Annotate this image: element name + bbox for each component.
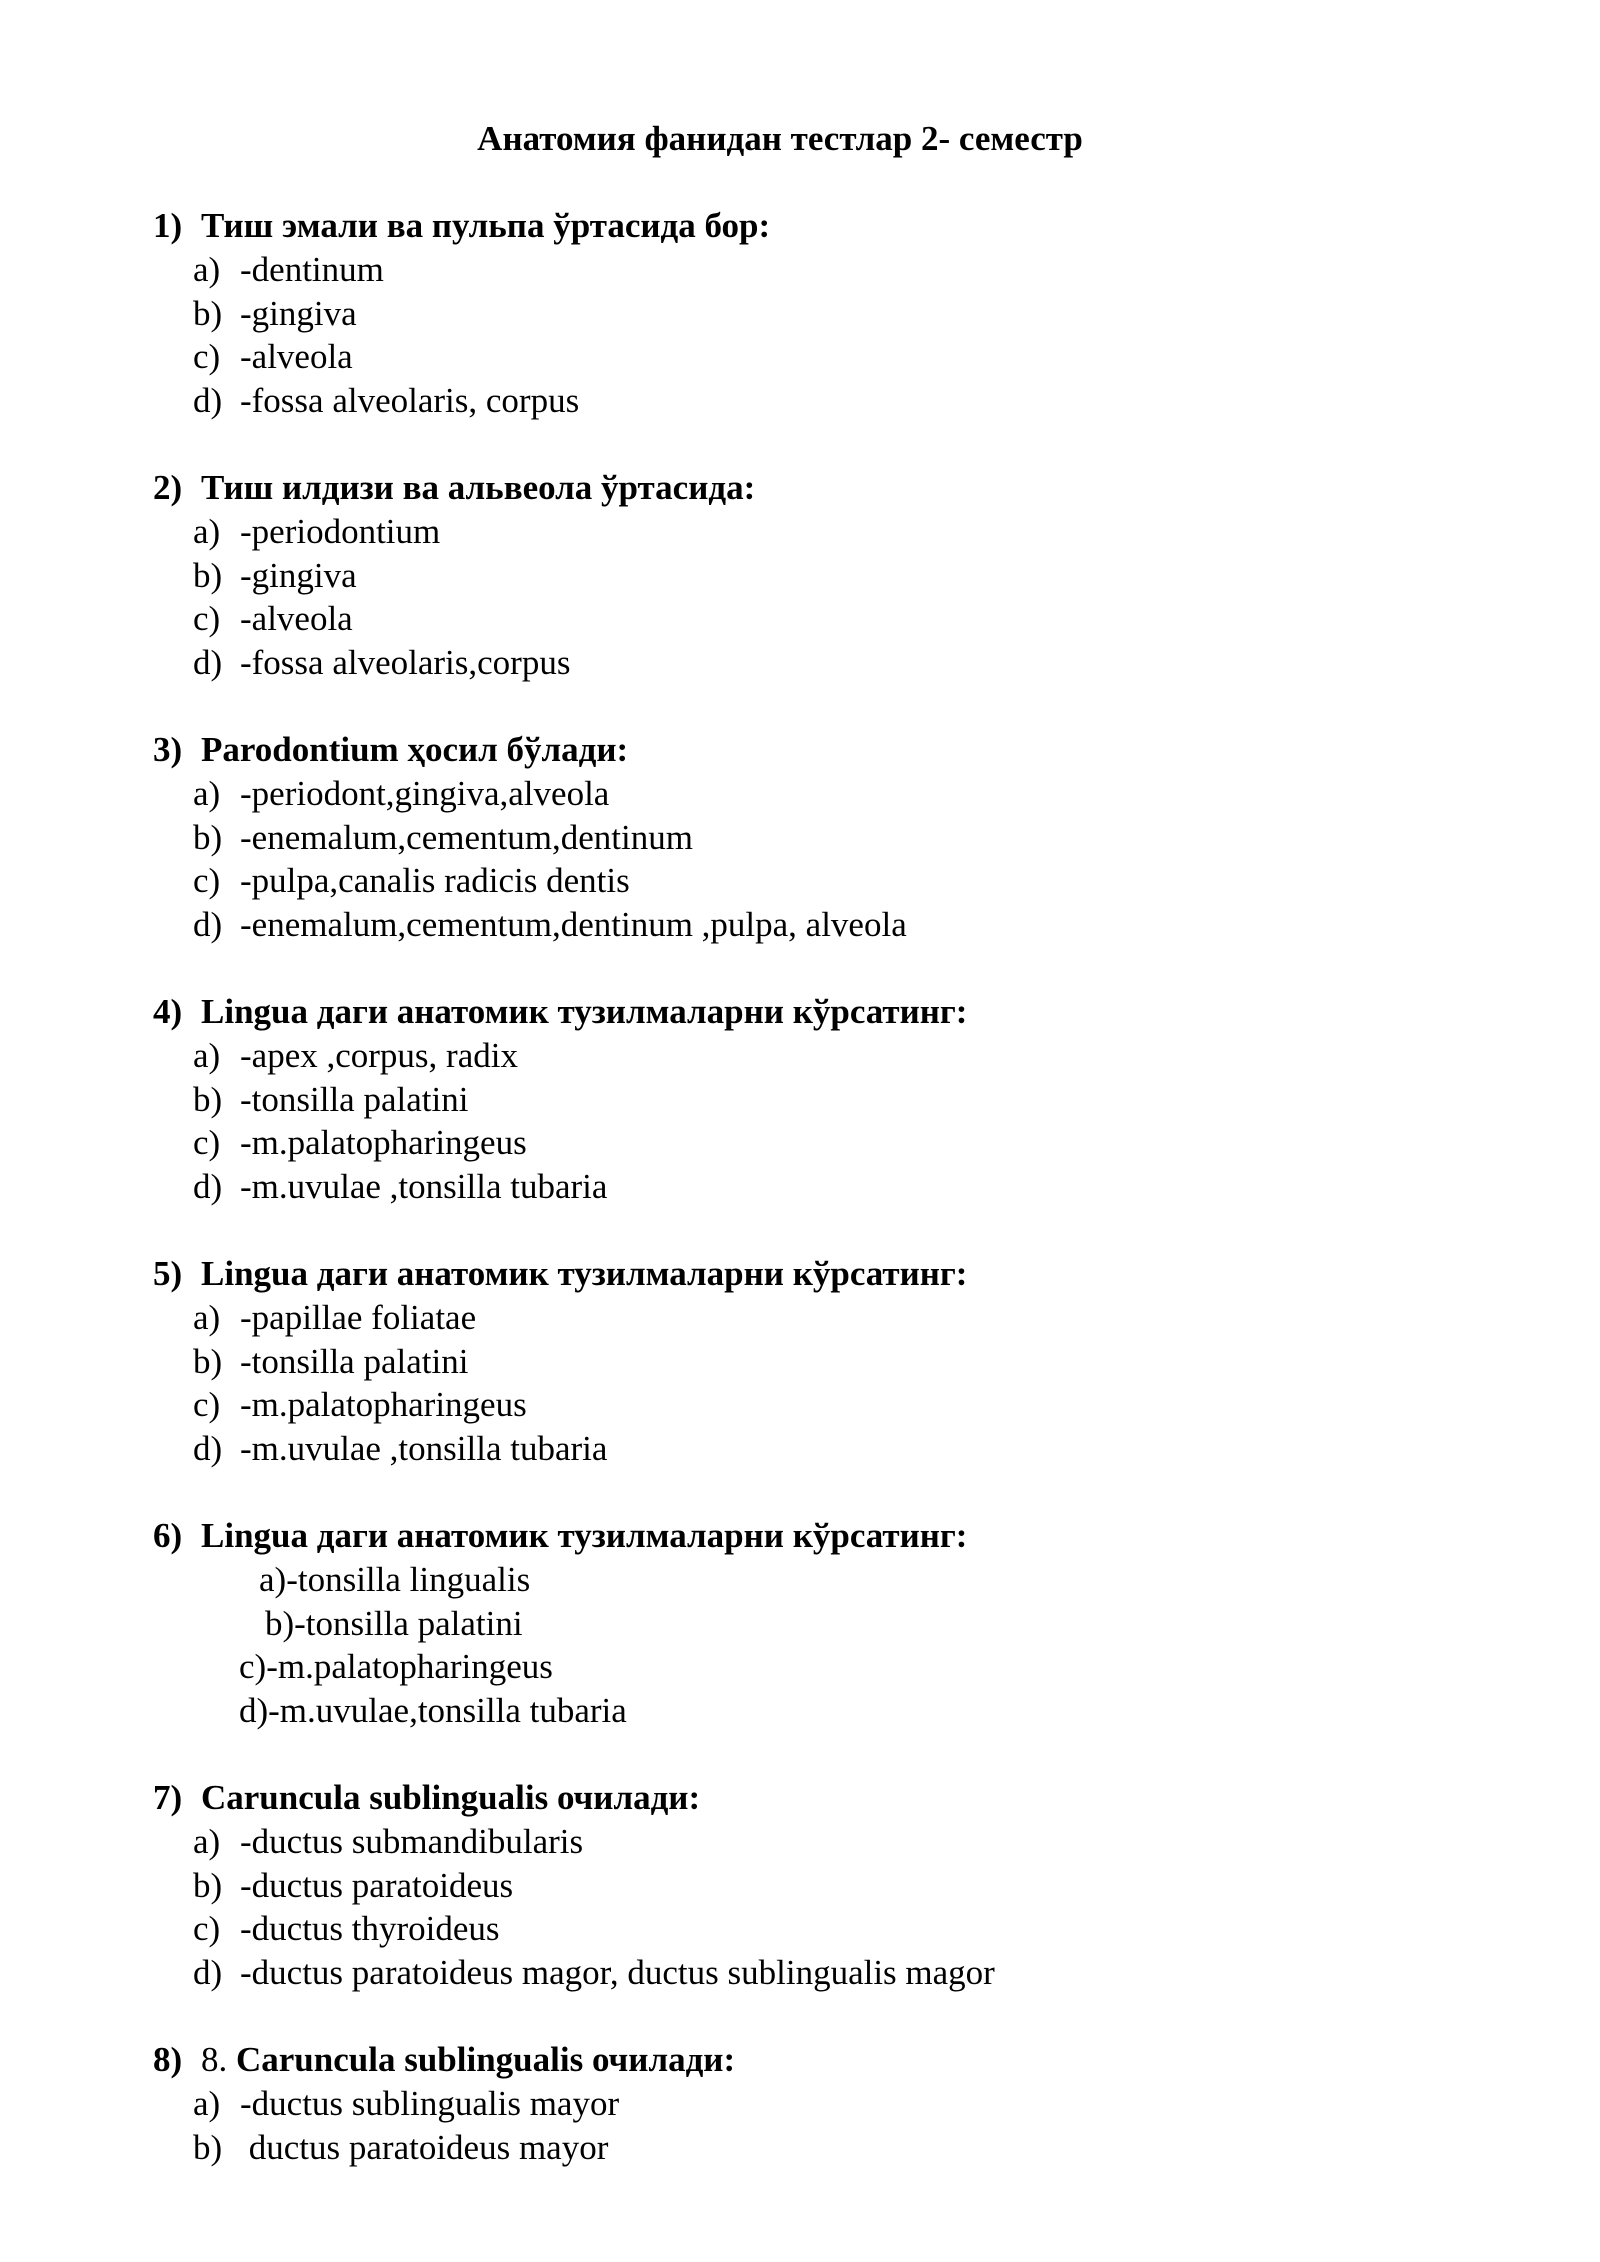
option-text: -enemalum,cementum,dentinum xyxy=(240,817,693,857)
question-number: 4) xyxy=(153,992,183,1031)
question-1 xyxy=(153,204,1473,422)
option-letter: b) xyxy=(193,1341,223,1381)
option xyxy=(153,1907,1473,1951)
question-heading xyxy=(153,204,1473,248)
question-prefix: 8. xyxy=(201,2040,236,2079)
option xyxy=(153,248,1473,292)
question-text: Lingua даги анатомик тузилмаларни кўрсатинг: xyxy=(201,992,968,1031)
option xyxy=(153,1034,1473,1078)
question-text: Caruncula sublingualis очилади: xyxy=(201,1778,701,1817)
option-text: -m.palatopharingeus xyxy=(240,1123,527,1163)
option xyxy=(153,1820,1473,1864)
question-number: 3) xyxy=(153,730,183,769)
option xyxy=(153,379,1473,423)
option xyxy=(153,510,1473,554)
question-heading xyxy=(153,728,1473,772)
question-6 xyxy=(153,1514,1473,1732)
option-letter: c) xyxy=(193,1909,221,1949)
question-5 xyxy=(153,1252,1473,1470)
option xyxy=(153,1602,1473,1646)
question-4 xyxy=(153,990,1473,1208)
option xyxy=(153,903,1473,947)
option-text: -enemalum,cementum,dentinum ,pulpa, alveola xyxy=(240,904,907,944)
option-letter: c) xyxy=(193,599,221,639)
option-text: -papillae foliatae xyxy=(240,1298,477,1337)
option-letter: a) xyxy=(193,1036,221,1075)
option-letter: b) xyxy=(193,555,223,595)
option xyxy=(153,2082,1473,2126)
question-heading xyxy=(153,1514,1473,1558)
option-letter: b) xyxy=(193,1865,223,1905)
question-text: Caruncula sublingualis очилади: xyxy=(236,2040,736,2079)
option-text: -periodont,gingiva,alveola xyxy=(240,774,610,813)
option xyxy=(153,1558,1473,1602)
question-text: Lingua даги анатомик тузилмаларни кўрсатинг: xyxy=(201,1516,968,1555)
option xyxy=(153,1427,1473,1471)
question-3 xyxy=(153,728,1473,946)
option-text: -ductus paratoideus xyxy=(240,1865,514,1905)
option xyxy=(153,1864,1473,1908)
option-text: -ductus sublingualis mayor xyxy=(240,2084,620,2123)
option-text: -alveola xyxy=(240,599,353,639)
question-text: Тиш илдизи ва альвеола ўртасида: xyxy=(201,468,756,507)
option-text: -gingiva xyxy=(240,293,357,333)
option-text: c)-m.palatopharingeus xyxy=(239,1647,553,1687)
option xyxy=(153,2126,1473,2170)
option-text: -alveola xyxy=(240,337,353,377)
option-text: a)-tonsilla lingualis xyxy=(259,1560,531,1599)
question-heading xyxy=(153,1776,1473,1820)
option xyxy=(153,1121,1473,1165)
option-letter: c) xyxy=(193,1385,221,1425)
option xyxy=(153,1951,1473,1995)
option xyxy=(153,1645,1473,1689)
question-text: Тиш эмали ва пульпа ўртасида бор: xyxy=(201,206,771,245)
page-title: Анатомия фанидан тестлар 2- семестр xyxy=(477,119,1083,158)
option-letter: d) xyxy=(193,904,223,944)
question-number: 1) xyxy=(153,206,183,245)
option-letter: a) xyxy=(193,512,221,551)
option xyxy=(153,1383,1473,1427)
option xyxy=(153,816,1473,860)
option-text: -apex ,corpus, radix xyxy=(240,1036,518,1075)
option-text: -pulpa,canalis radicis dentis xyxy=(240,861,630,901)
option xyxy=(153,641,1473,685)
option-text: -ductus paratoideus magor, ductus sublingualis magor xyxy=(240,1952,995,1992)
option xyxy=(153,859,1473,903)
option xyxy=(153,597,1473,641)
option-letter: d) xyxy=(193,1428,223,1468)
question-2 xyxy=(153,466,1473,684)
option-text: -fossa alveolaris,corpus xyxy=(240,642,571,682)
option xyxy=(153,554,1473,598)
question-heading xyxy=(153,466,1473,510)
option-letter: b) xyxy=(193,817,223,857)
option xyxy=(153,1689,1473,1733)
option-letter: d) xyxy=(193,1166,223,1206)
option-text: -m.uvulae ,tonsilla tubaria xyxy=(240,1166,608,1206)
question-7 xyxy=(153,1776,1473,1994)
option-letter: a) xyxy=(193,1298,221,1337)
option-text: -dentinum xyxy=(240,250,384,289)
option-text: ductus paratoideus mayor xyxy=(240,2127,609,2167)
question-heading xyxy=(153,990,1473,1034)
question-text: Lingua даги анатомик тузилмаларни кўрсатинг: xyxy=(201,1254,968,1293)
option-letter: c) xyxy=(193,861,221,901)
option-letter: d) xyxy=(193,380,223,420)
question-number: 2) xyxy=(153,468,183,507)
question-heading xyxy=(153,1252,1473,1296)
option-text: b)-tonsilla palatini xyxy=(265,1603,523,1643)
option-text: -ductus thyroideus xyxy=(240,1909,500,1949)
question-number: 5) xyxy=(153,1254,183,1293)
option-letter: c) xyxy=(193,337,221,377)
option-letter: b) xyxy=(193,1079,223,1119)
option-text: -gingiva xyxy=(240,555,357,595)
option-text: -m.uvulae ,tonsilla tubaria xyxy=(240,1428,608,1468)
option-letter: a) xyxy=(193,1822,221,1861)
option-letter: b) xyxy=(193,2127,223,2167)
option-letter: d) xyxy=(193,642,223,682)
question-heading xyxy=(153,2038,1473,2082)
question-number: 6) xyxy=(153,1516,183,1555)
option xyxy=(153,292,1473,336)
option-letter: a) xyxy=(193,774,221,813)
option xyxy=(153,1340,1473,1384)
option-letter: c) xyxy=(193,1123,221,1163)
question-number: 7) xyxy=(153,1778,183,1817)
question-number: 8) xyxy=(153,2040,183,2079)
option-text: -tonsilla palatini xyxy=(240,1079,469,1119)
option-letter: a) xyxy=(193,250,221,289)
option-text: -periodontium xyxy=(240,512,441,551)
question-text: Parodontium ҳосил бўлади: xyxy=(201,730,629,769)
option-text: -tonsilla palatini xyxy=(240,1341,469,1381)
option-text: -ductus submandibularis xyxy=(240,1822,584,1861)
option-text: -fossa alveolaris, corpus xyxy=(240,380,580,420)
option xyxy=(153,772,1473,816)
option-letter: a) xyxy=(193,2084,221,2123)
option-letter: b) xyxy=(193,293,223,333)
option xyxy=(153,1296,1473,1340)
option xyxy=(153,1165,1473,1209)
option xyxy=(153,335,1473,379)
option-text: d)-m.uvulae,tonsilla tubaria xyxy=(239,1690,627,1730)
question-8 xyxy=(153,2038,1473,2169)
option xyxy=(153,1078,1473,1122)
option-text: -m.palatopharingeus xyxy=(240,1385,527,1425)
option-letter: d) xyxy=(193,1952,223,1992)
